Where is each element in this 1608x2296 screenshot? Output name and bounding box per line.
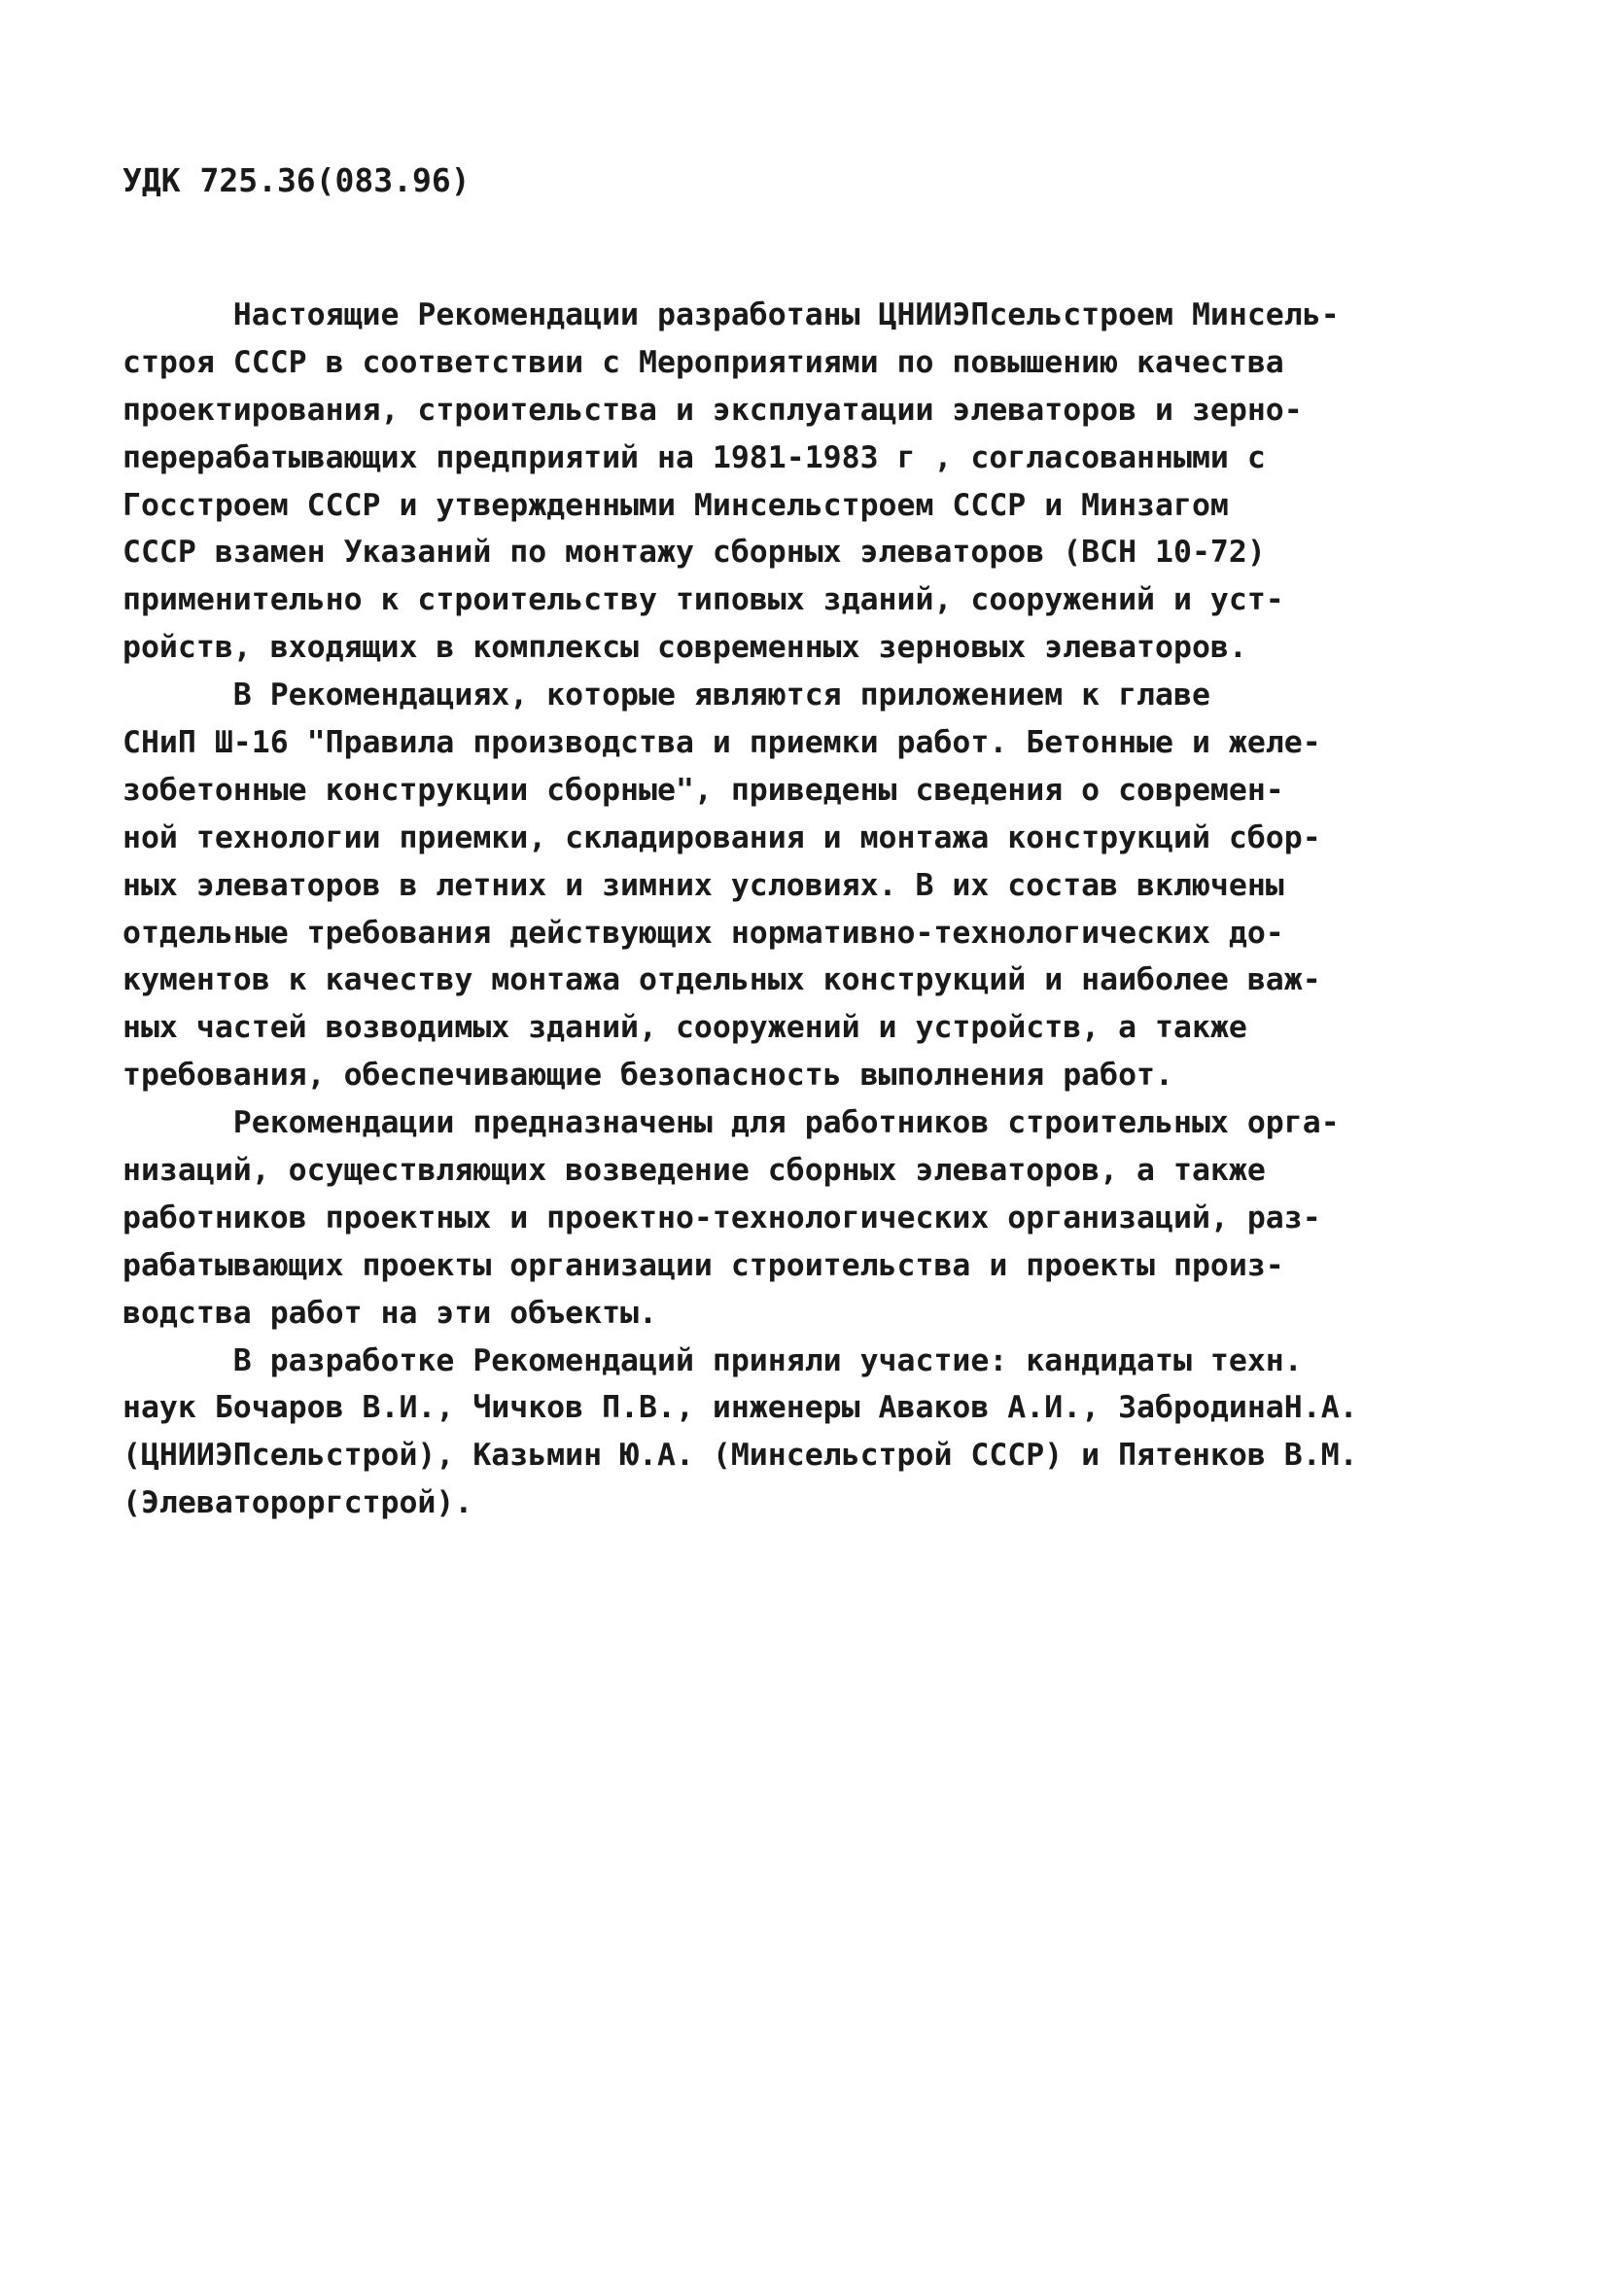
text-line: проектирования, строительства и эксплуатации элеваторов и зерно- (122, 392, 1303, 428)
udk-code: УДК 725.36(083.96) (122, 161, 471, 199)
text-line: В Рекомендациях, которые являются приложением к главе (122, 678, 1210, 713)
body-text (122, 292, 1522, 1527)
text-line: (Элеватороргстрой). (122, 1485, 473, 1521)
text-line: В разработке Рекомендаций приняли участие: кандидаты техн. (122, 1342, 1303, 1378)
text-line: Настоящие Рекомендации разработаны ЦНИИЭПсельстроем Минсель- (122, 297, 1340, 332)
text-line: Госстроем СССР и утвержденными Минсельстроем СССР и Минзагом (122, 487, 1229, 523)
text-line: работников проектных и проектно-технологических организаций, раз- (122, 1200, 1321, 1235)
text-line: наук Бочаров В.И., Чичков П.В., инженеры Аваков А.И., ЗабродинаН.А. (122, 1390, 1358, 1426)
text-line: Рекомендации предназначены для работников строительных орга- (122, 1105, 1340, 1141)
text-line: (ЦНИИЭПсельстрой), Казьмин Ю.А. (Минсельстрой СССР) и Пятенков В.М. (122, 1438, 1358, 1474)
text-line: применительно к строительству типовых зданий, сооружений и уст- (122, 582, 1284, 618)
text-line: ройств, входящих в комплексы современных зерновых элеваторов. (122, 630, 1247, 666)
text-line: перерабатывающих предприятий на 1981-1983 г , согласованными с (122, 439, 1266, 475)
text-line: ной технологии приемки, складирования и монтажа конструкций сбор- (122, 819, 1321, 855)
text-line: низаций, осуществляющих возведение сборных элеваторов, а также (122, 1153, 1266, 1189)
text-line: СНиП Ш-16 "Правила производства и приемки работ. Бетонные и желе- (122, 725, 1321, 761)
text-line: отдельные требования действующих нормативно-технологических до- (122, 915, 1284, 951)
text-line: кументов к качеству монтажа отдельных конструкций и наиболее важ- (122, 962, 1321, 998)
text-line: ных элеваторов в летних и зимних условиях. В их состав включены (122, 867, 1284, 903)
text-line: строя СССР в соответствии с Мероприятиями по повышению качества (122, 344, 1284, 380)
text-line: зобетонные конструкции сборные", приведены сведения о современ- (122, 772, 1284, 808)
text-line: требования, обеспечивающие безопасность выполнения работ. (122, 1058, 1173, 1094)
text-line: СССР взамен Указаний по монтажу сборных элеваторов (ВСН 10-72) (122, 535, 1266, 571)
text-line: рабатывающих проекты организации строительства и проекты произ- (122, 1247, 1284, 1283)
text-line: ных частей возводимых зданий, сооружений и устройств, а также (122, 1010, 1247, 1046)
text-line: водства работ на эти объекты. (122, 1295, 657, 1331)
